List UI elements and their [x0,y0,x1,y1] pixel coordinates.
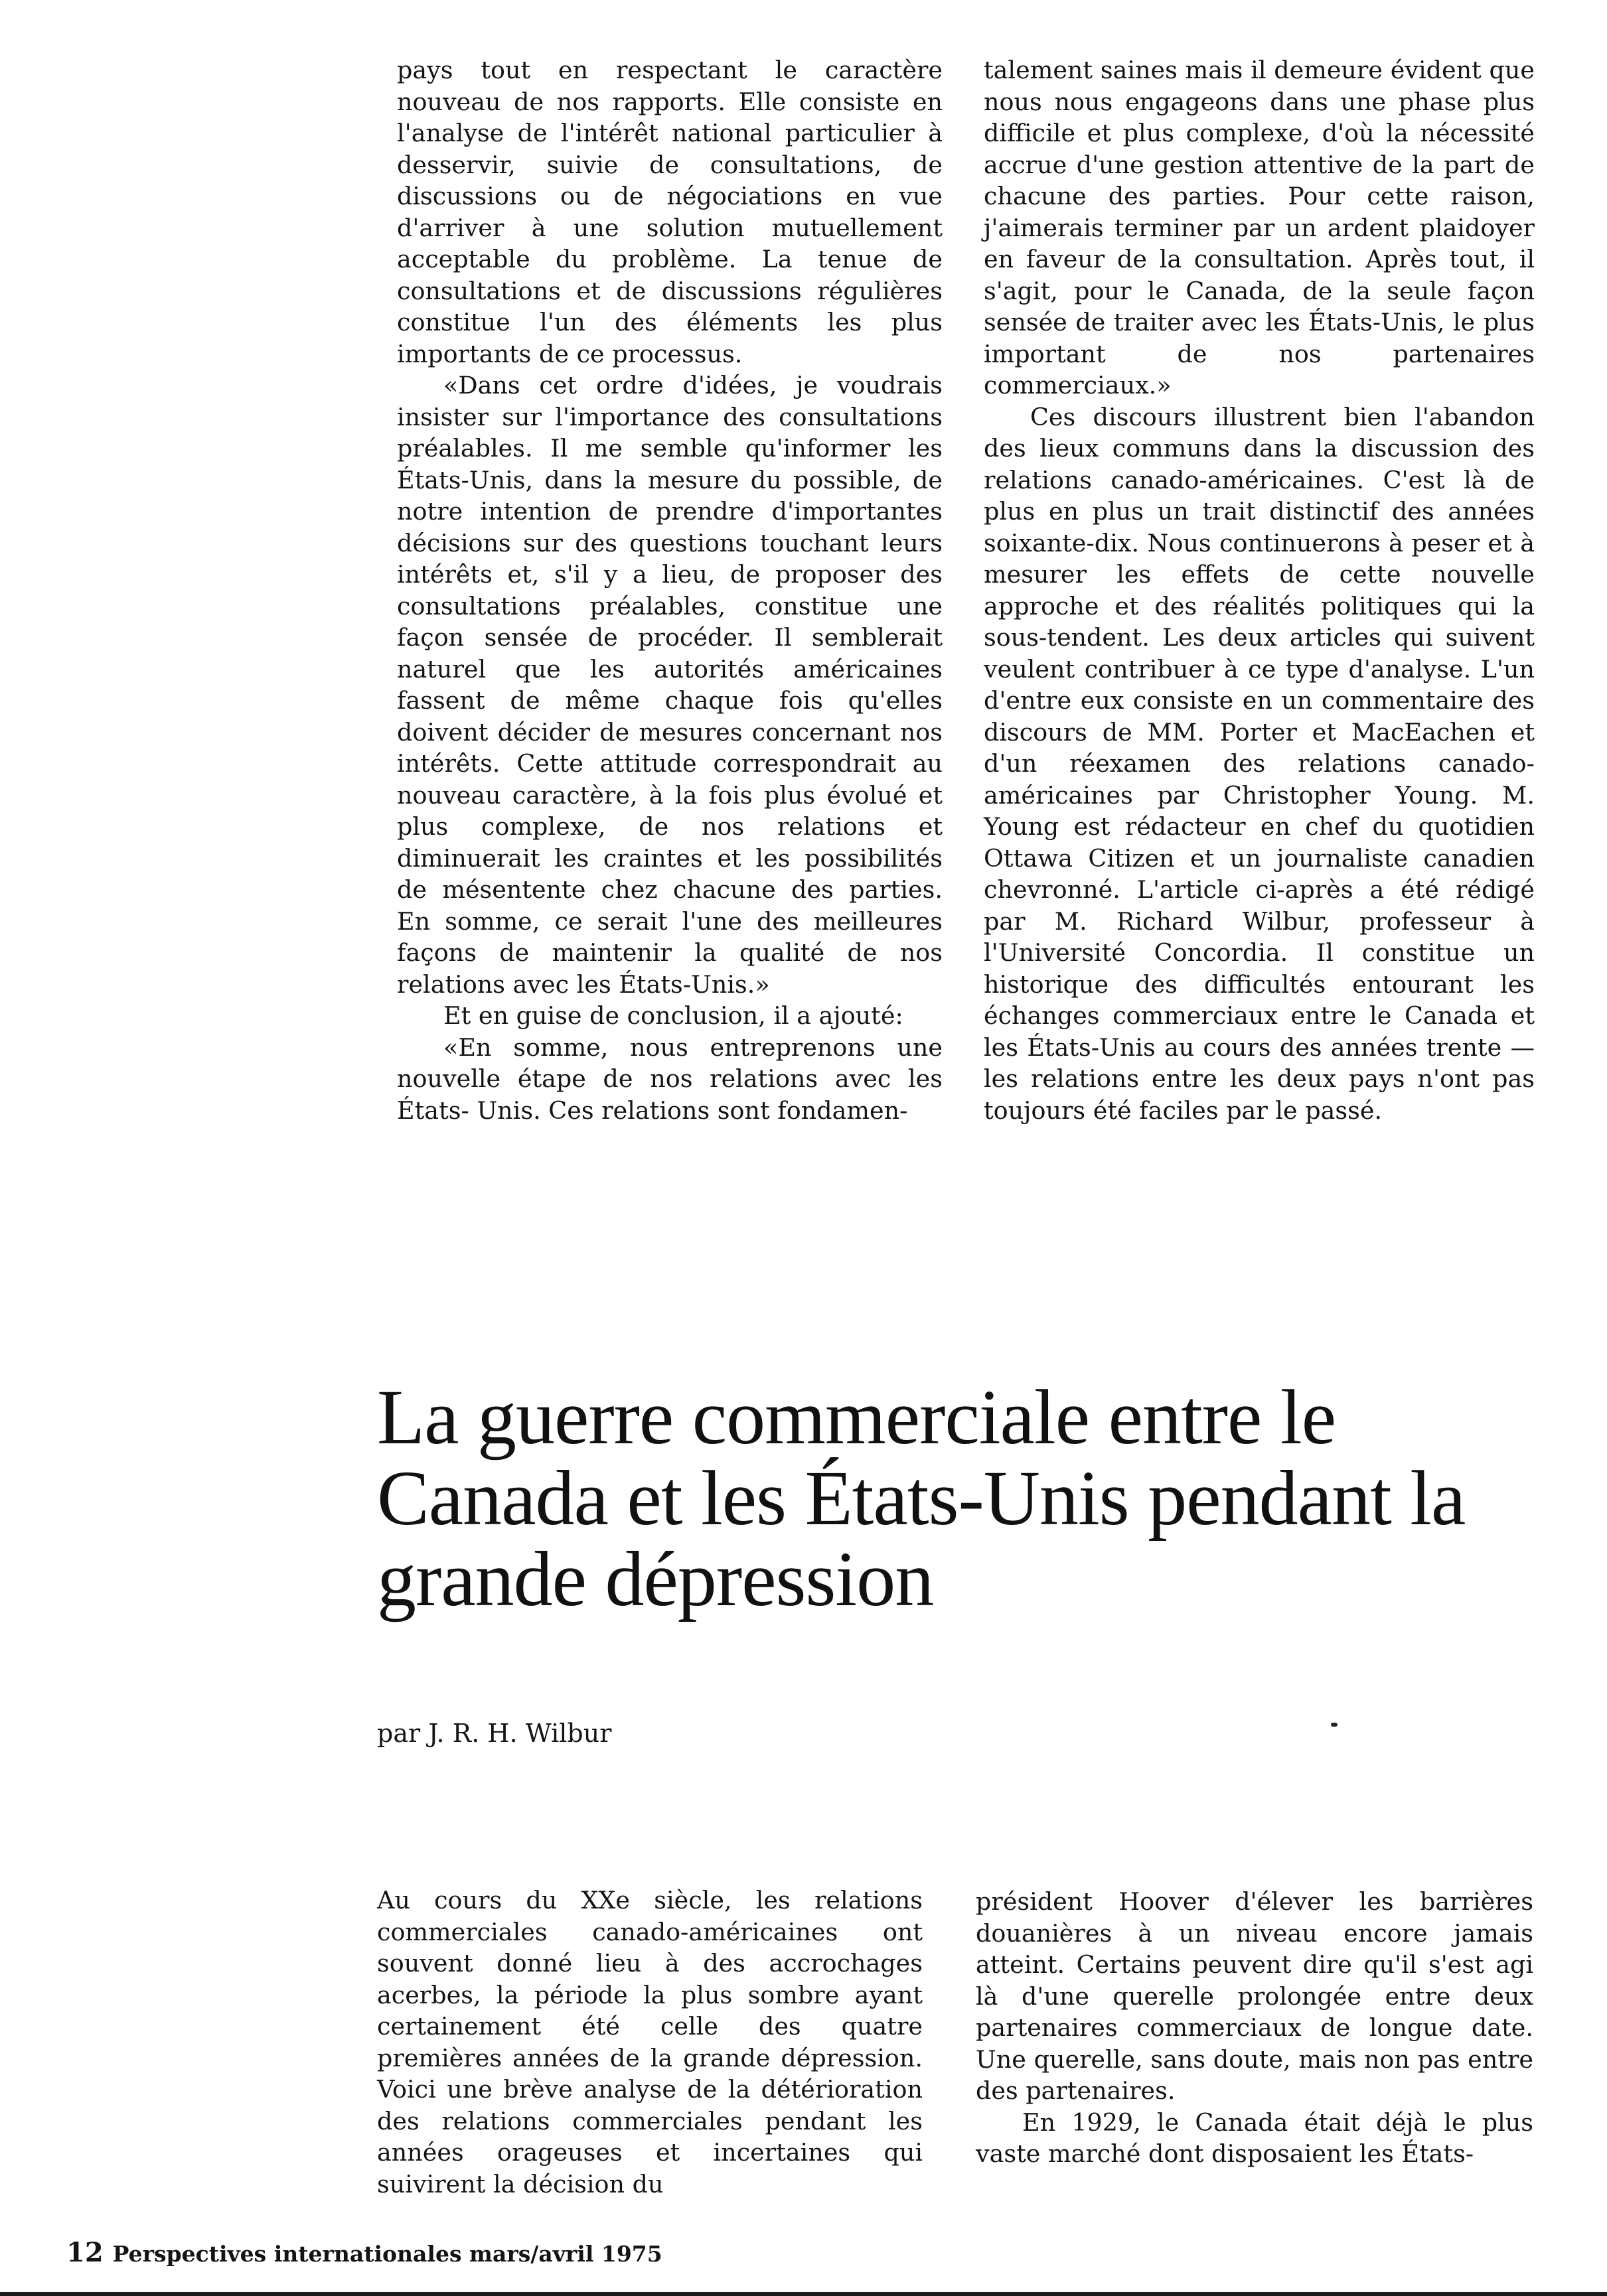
page-number: 12 [66,2237,104,2268]
page-footer [66,2237,662,2268]
article-column-top-left [397,54,943,1126]
paragraph: Et en guise de conclusion, il a ajouté: [443,1001,903,1030]
scan-speck [1331,1723,1338,1727]
paragraph: président Hoover d'élever les barrières douanières à un niveau encore jamais atteint. Certains peuvent dire qu'il s'est agi là d'une querelle prolongée entre deux partenaires commerciaux de longue date. Une querelle, sans doute, mais non pas entre des partenaires. [976,1887,1533,2105]
article-title: La guerre commerciale entre le Canada et les États-Unis pendant la grande dépression [377,1374,1466,1622]
byline: par J. R. H. Wilbur [377,1719,612,1748]
paragraph: «En somme, nous entreprenons une nouvelle étape de nos relations avec les États- Unis. Ces relations sont fondamen- [397,1033,943,1125]
paragraph: talement saines mais il demeure évident que nous nous engageons dans une phase plus difficile et plus complexe, d'où la nécessité accrue d'une gestion attentive de la part de chacune des parties. Pour cette raison, j'aimerais terminer par un ardent plaidoyer en faveur de la consultation. Après tout, il s'agit, pour le Canada, de la seule façon sensée de traiter avec les États-Unis, le plus important de nos partenaires commerciaux.» [984,56,1535,399]
paragraph: «Dans cet ordre d'idées, je voudrais insister sur l'importance des consultations préalables. Il me semble qu'informer les États-Unis, dans la mesure du possible, de notre intention de prendre d'importantes décisions sur des questions touchant leurs intérêts et, s'il y a lieu, de proposer des consultations préalables, constitue une façon sensée de procéder. Il semblerait naturel que les autorités américaines fassent de même chaque fois qu'elles doivent décider de mesures concernant nos intérêts. Cette attitude correspondrait au nouveau caractère, à la fois plus évolué et plus complexe, de nos relations et diminuerait les craintes et les possibilités de mésentente chez chacune des parties. En somme, ce serait l'une des meilleures façons de maintenir la qualité de nos relations avec les États-Unis.» [397,371,943,999]
paragraph: En 1929, le Canada était déjà le plus vaste marché dont disposaient les États- [976,2108,1533,2168]
scan-edge [0,2292,1607,2296]
paragraph: pays tout en respectant le caractère nouveau de nos rapports. Elle consiste en l'analyse de l'intérêt national particulier à desservir, suivie de consultations, de discussions ou de négociations en vue d'arriver à une solution mutuellement acceptable du problème. La tenue de consultations et de discussions régulières constitue l'un des éléments les plus importants de ce processus. [397,56,943,368]
paragraph: Au cours du XXe siècle, les relations commerciales canado-américaines ont souvent donné lieu à des accrochages acerbes, la période la plus sombre ayant certainement été celle des quatre premières années de la grande dépression. Voici une brève analyse de la détérioration des relations commerciales pendant les années orageuses et incertaines qui suivirent la décision du [377,1886,923,2198]
article-column-bottom-right [976,1886,1533,2170]
article-column-bottom-left [377,1885,923,2200]
paragraph: Ces discours illustrent bien l'abandon des lieux communs dans la discussion des relations canado-américaines. C'est là de plus en plus un trait distinctif des années soixante-dix. Nous continuerons à peser et à mesurer les effets de cette nouvelle approche et des réalités politiques qui la sous-tendent. Les deux articles qui suivent veulent contribuer à ce type d'analyse. L'un d'entre eux consiste en un commentaire des discours de MM. Porter et MacEachen et d'un réexamen des relations canado-américaines par Christopher Young. M. Young est rédacteur en chef du quotidien Ottawa Citizen et un journaliste canadien chevronné. L'article ci-après a été rédigé par M. Richard Wilbur, professeur à l'Université Concordia. Il constitue un historique des difficultés entourant les échanges commerciaux entre le Canada et les États-Unis au cours des années trente — les relations entre les deux pays n'ont pas toujours été faciles par le passé. [984,402,1535,1125]
article-column-top-right [984,54,1535,1126]
publication-line: Perspectives internationales mars/avril 1975 [112,2241,662,2267]
